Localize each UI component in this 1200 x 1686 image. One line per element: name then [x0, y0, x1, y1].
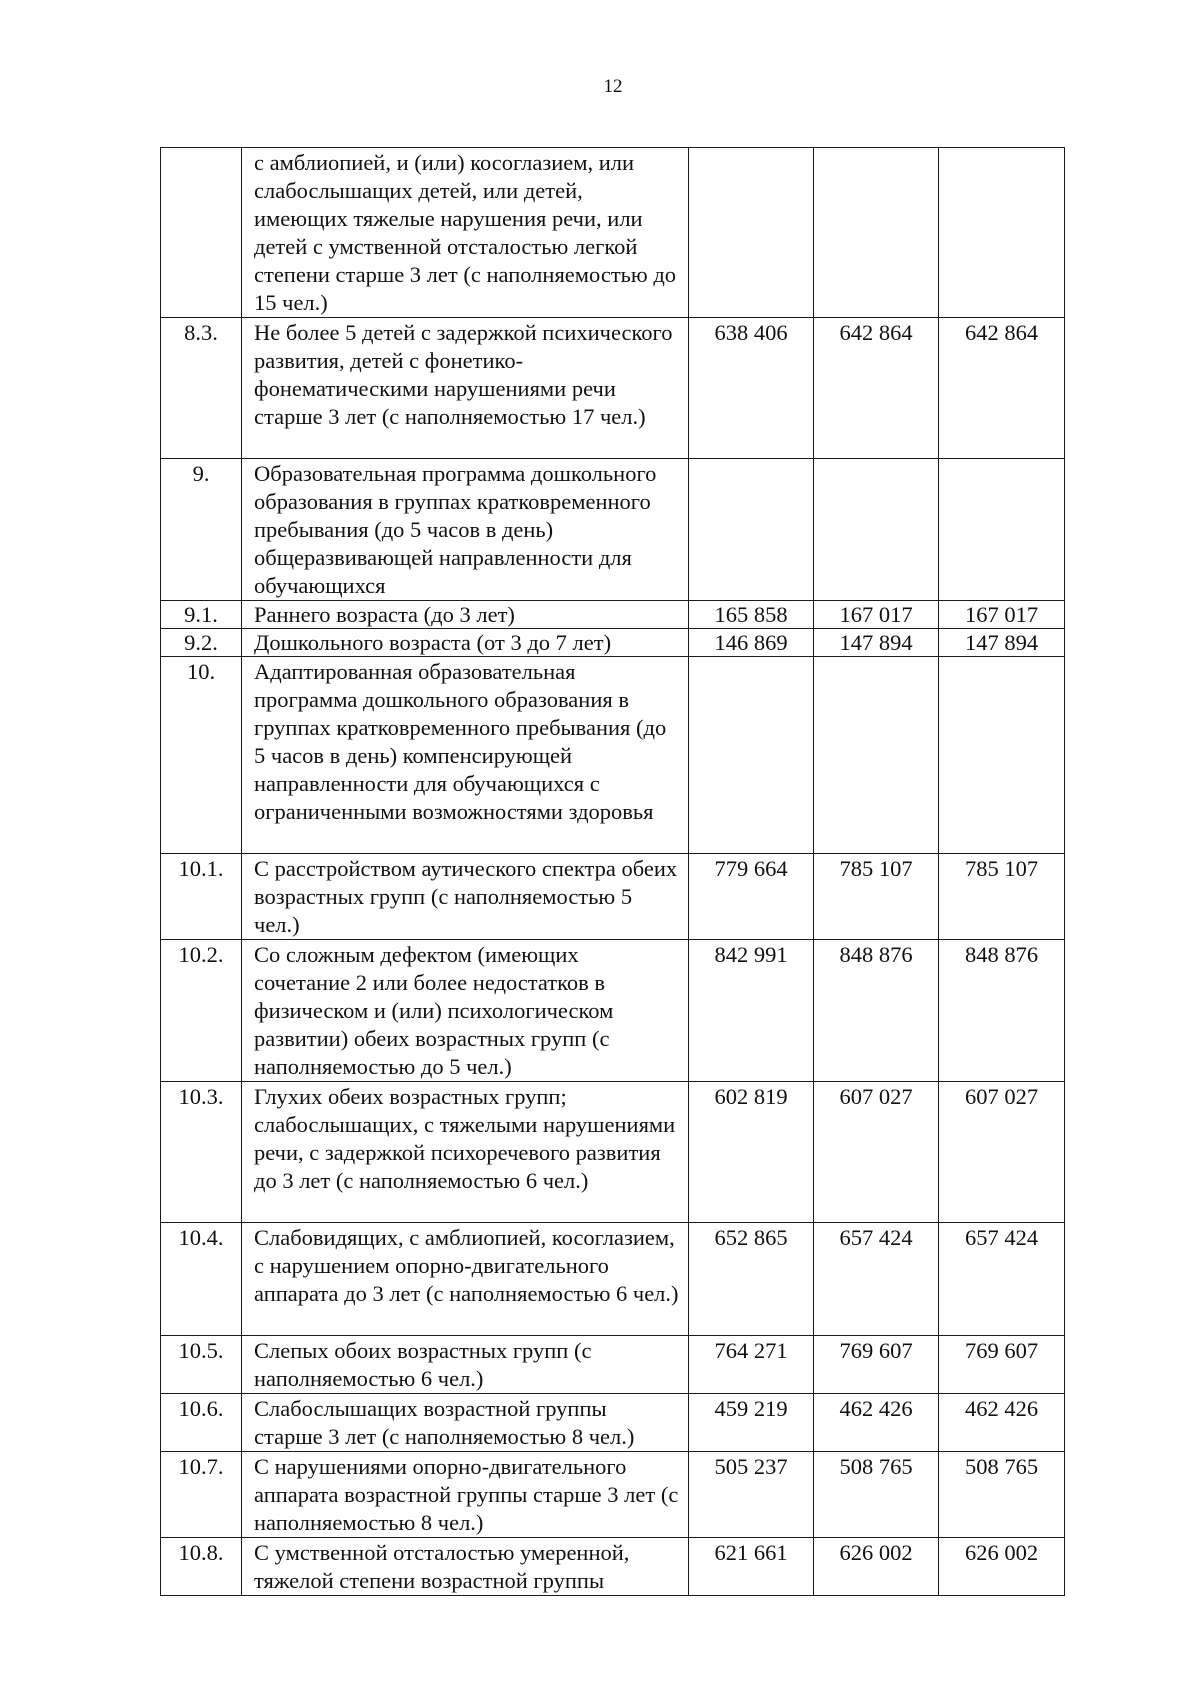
row-value-3: 769 607	[939, 1336, 1065, 1394]
row-value-2: 657 424	[814, 1223, 939, 1336]
row-value-2: 785 107	[814, 854, 939, 940]
row-description: с амблиопией, и (или) косоглазием, или слабослышащих детей, или детей, имеющих тяжелые нарушения речи, или детей с умственной отсталостью легкой степени старше 3 лет (с наполняемостью до 15 чел.)	[242, 148, 689, 318]
table-row	[161, 657, 1065, 854]
row-description: Не более 5 детей с задержкой психического развития, детей с фонетико-фонематическими нарушениями речи старше 3 лет (с наполняемостью 17 чел.)	[242, 318, 689, 459]
row-value-1: 621 661	[689, 1538, 814, 1596]
row-value-1	[689, 459, 814, 601]
row-description: Слабослышащих возрастной группы старше 3 лет (с наполняемостью 8 чел.)	[242, 1394, 689, 1452]
row-number	[161, 148, 242, 318]
row-description: С умственной отсталостью умеренной, тяжелой степени возрастной группы	[242, 1538, 689, 1596]
row-value-1	[689, 657, 814, 854]
page-number: 12	[603, 76, 623, 97]
row-description: Глухих обеих возрастных групп; слабослышащих, с тяжелыми нарушениями речи, с задержкой психоречевого развития до 3 лет (с наполняемостью 6 чел.)	[242, 1082, 689, 1223]
row-description: Дошкольного возраста (от 3 до 7 лет)	[242, 629, 689, 657]
row-value-3	[939, 657, 1065, 854]
row-description: С нарушениями опорно-двигательного аппарата возрастной группы старше 3 лет (с наполняемостью 8 чел.)	[242, 1452, 689, 1538]
row-value-3: 848 876	[939, 940, 1065, 1082]
table-row	[161, 1452, 1065, 1538]
row-value-3	[939, 148, 1065, 318]
row-number: 10.5.	[161, 1336, 242, 1394]
row-value-3: 657 424	[939, 1223, 1065, 1336]
row-value-1: 165 858	[689, 601, 814, 629]
row-description: Адаптированная образовательная программа дошкольного образования в группах кратковременного пребывания (до 5 часов в день) компенсирующей направленности для обучающихся с ограниченными возможностями здоровья	[242, 657, 689, 854]
row-value-3: 642 864	[939, 318, 1065, 459]
row-value-2	[814, 148, 939, 318]
row-description: С расстройством аутического спектра обеих возрастных групп (с наполняемостью 5 чел.)	[242, 854, 689, 940]
row-value-3	[939, 459, 1065, 601]
row-number: 10.	[161, 657, 242, 854]
row-description: Раннего возраста (до 3 лет)	[242, 601, 689, 629]
table-row	[161, 148, 1065, 318]
row-value-2: 626 002	[814, 1538, 939, 1596]
row-number: 9.	[161, 459, 242, 601]
row-value-2: 508 765	[814, 1452, 939, 1538]
row-number: 8.3.	[161, 318, 242, 459]
row-value-2	[814, 657, 939, 854]
table-row	[161, 318, 1065, 459]
table-row	[161, 1336, 1065, 1394]
tariff-table	[160, 147, 1065, 1596]
row-value-3: 626 002	[939, 1538, 1065, 1596]
row-number: 10.3.	[161, 1082, 242, 1223]
row-value-1: 505 237	[689, 1452, 814, 1538]
row-value-2: 167 017	[814, 601, 939, 629]
row-number: 9.2.	[161, 629, 242, 657]
row-value-1: 779 664	[689, 854, 814, 940]
row-value-2: 462 426	[814, 1394, 939, 1452]
row-value-2: 848 876	[814, 940, 939, 1082]
row-number: 9.1.	[161, 601, 242, 629]
row-value-3: 462 426	[939, 1394, 1065, 1452]
row-value-1: 652 865	[689, 1223, 814, 1336]
row-value-3: 607 027	[939, 1082, 1065, 1223]
table-row	[161, 1223, 1065, 1336]
row-value-1: 842 991	[689, 940, 814, 1082]
row-description: Слабовидящих, с амблиопией, косоглазием, с нарушением опорно-двигательного аппарата до 3 лет (с наполняемостью 6 чел.)	[242, 1223, 689, 1336]
table-row	[161, 1082, 1065, 1223]
row-value-2: 769 607	[814, 1336, 939, 1394]
row-value-1: 146 869	[689, 629, 814, 657]
row-value-1: 638 406	[689, 318, 814, 459]
row-value-2: 607 027	[814, 1082, 939, 1223]
row-value-3: 508 765	[939, 1452, 1065, 1538]
row-value-2	[814, 459, 939, 601]
row-description: Слепых обоих возрастных групп (с наполняемостью 6 чел.)	[242, 1336, 689, 1394]
row-number: 10.8.	[161, 1538, 242, 1596]
table-row	[161, 601, 1065, 629]
row-value-2: 642 864	[814, 318, 939, 459]
row-value-1: 764 271	[689, 1336, 814, 1394]
row-number: 10.4.	[161, 1223, 242, 1336]
table-row	[161, 1538, 1065, 1596]
row-value-3: 147 894	[939, 629, 1065, 657]
row-number: 10.1.	[161, 854, 242, 940]
row-value-3: 167 017	[939, 601, 1065, 629]
table-row	[161, 629, 1065, 657]
row-value-1: 459 219	[689, 1394, 814, 1452]
table-row	[161, 940, 1065, 1082]
table-row	[161, 854, 1065, 940]
row-description: Образовательная программа дошкольного образования в группах кратковременного пребывания (до 5 часов в день) общеразвивающей направленности для обучающихся	[242, 459, 689, 601]
row-number: 10.6.	[161, 1394, 242, 1452]
row-value-2: 147 894	[814, 629, 939, 657]
row-value-3: 785 107	[939, 854, 1065, 940]
row-value-1	[689, 148, 814, 318]
row-number: 10.7.	[161, 1452, 242, 1538]
table-row	[161, 1394, 1065, 1452]
table-row	[161, 459, 1065, 601]
row-description: Со сложным дефектом (имеющих сочетание 2 или более недостатков в физическом и (или) психологическом развитии) обеих возрастных групп (с наполняемостью до 5 чел.)	[242, 940, 689, 1082]
row-value-1: 602 819	[689, 1082, 814, 1223]
row-number: 10.2.	[161, 940, 242, 1082]
